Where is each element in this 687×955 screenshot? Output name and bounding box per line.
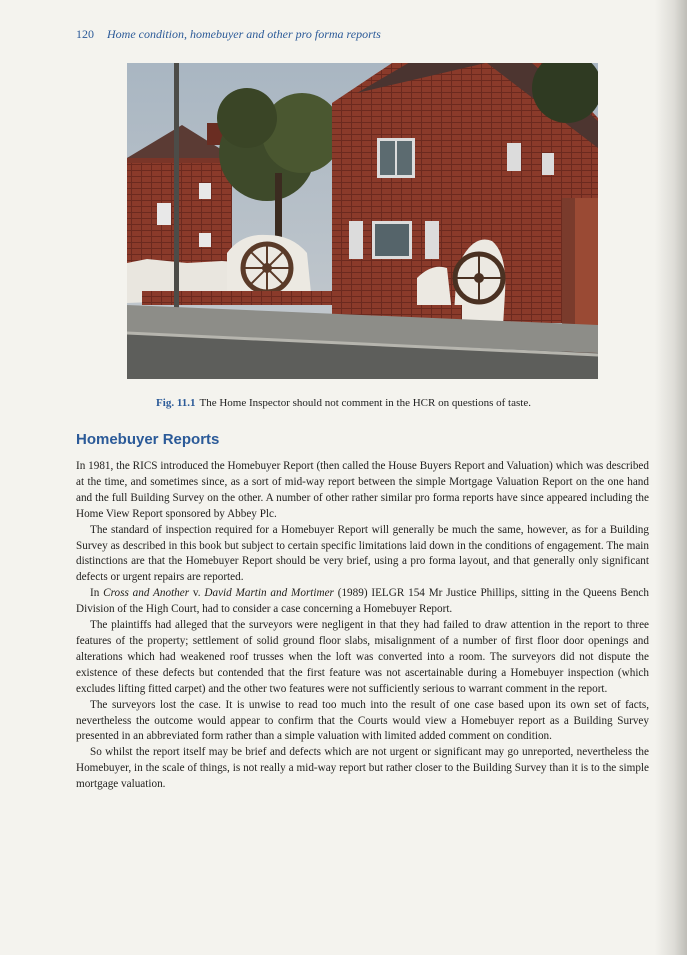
paragraph-case-citation: In Cross and Another v. David Martin and Mortimer (1989) IELGR 154 Mr Justice Phillips, sitting in the Queens Bench Division of the High Court, had to consider a case concerning a Homebuyer Report. (76, 587, 649, 616)
running-header (76, 27, 381, 42)
body-text (76, 459, 649, 793)
figure-caption-text: The Home Inspector should not comment in the HCR on questions of taste. (199, 397, 531, 409)
running-title: Home condition, homebuyer and other pro forma reports (107, 27, 381, 41)
paragraph: So whilst the report itself may be brief and defects which are not urgent or significant may go unreported, nevertheless the Homebuyer, in the scale of things, is not really a mid-way report but rather closer to the Building Survey than it is to the simple mortgage valuation. (76, 746, 649, 791)
paragraph: The surveyors lost the case. It is unwise to read too much into the result of one case based upon its own set of facts, nevertheless the outcome would appear to confirm that the Courts would view a Homebuyer report as a Building Survey presented in an abbreviated form rather than a simple valuation with limited added comment on condition. (76, 698, 649, 743)
house-photograph (127, 63, 598, 379)
paragraph: The standard of inspection required for a Homebuyer Report will generally be much the same, however, as for a Building Survey as described in this book but subject to certain specific limitations laid down in the conditions of engagement. The main distinctions are that the Homebuyer Report should be very brief, using a pro forma layout, and that generally only significant defects or urgent repairs are reported. (76, 523, 649, 584)
case-name-plaintiff: Cross and Another (103, 587, 190, 600)
page-edge-shadow (655, 0, 687, 955)
section-heading: Homebuyer Reports (76, 431, 220, 448)
figure-photo-house (127, 63, 598, 379)
page-number: 120 (76, 27, 94, 41)
figure-caption (0, 397, 687, 409)
case-name-defendant: David Martin and Mortimer (204, 587, 334, 600)
paragraph: In 1981, the RICS introduced the Homebuyer Report (then called the House Buyers Report and Valuation) which was described at the time, and sometimes since, as a sort of mid-way report between the simple Mortgage Valuation Report on the one hand and the full Building Survey on the other. A number of other rather similar pro forma reports have since appeared including the Home View Report sponsored by Abbey Plc. (76, 460, 649, 520)
paragraph: The plaintiffs had alleged that the surveyors were negligent in that they had failed to draw attention in the report to three features of the property; settlement of solid ground floor slabs, misalignment of a number of first floor door openings and alterations which had weakened roof trusses when the loft was converted into a room. The surveyors did not dispute the existence of these defects but contended that the first feature was not ascertainable during a Homebuyer inspection (which excludes lifting fitted carpet) and the other two features were not sufficiently serious to warrant comment in the report. (76, 619, 649, 695)
figure-label: Fig. 11.1 (156, 397, 196, 409)
